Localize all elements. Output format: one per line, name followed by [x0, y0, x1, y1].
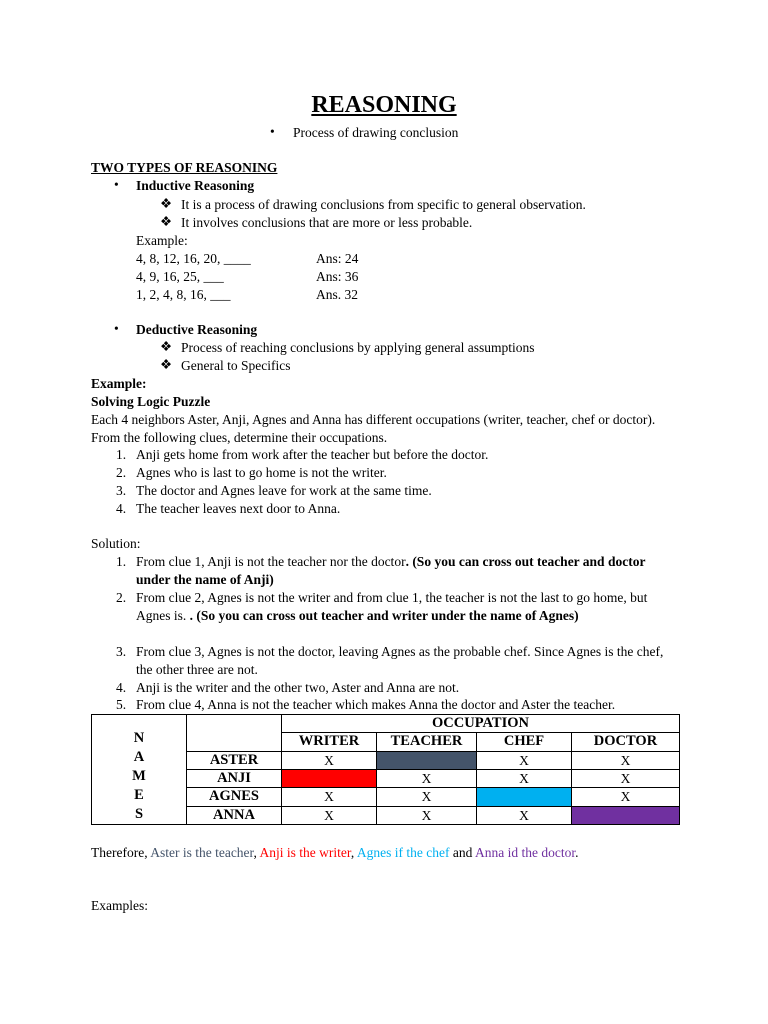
inductive-point: It involves conclusions that are more or less probable. — [181, 215, 473, 230]
table-cell-filled — [572, 806, 680, 824]
names-column-header: N A M E S — [92, 715, 187, 825]
table-cell: X — [477, 806, 572, 824]
inductive-heading: Inductive Reasoning — [136, 178, 255, 193]
table-cell: X — [572, 769, 680, 787]
list-number: 3. — [116, 644, 127, 659]
row-name: ANNA — [187, 806, 282, 824]
solution-item: From clue 4, Anna is not the teacher which makes Anna the doctor and Aster the teacher. — [136, 697, 616, 712]
column-header: TEACHER — [377, 733, 477, 751]
occupation-header: OCCUPATION — [282, 715, 680, 733]
column-header: CHEF — [477, 733, 572, 751]
table-cell: X — [477, 751, 572, 769]
table-cell: X — [572, 751, 680, 769]
row-name: ASTER — [187, 751, 282, 769]
examples-label: Examples: — [91, 898, 148, 913]
diamond-bullet-icon: ❖ — [160, 214, 173, 229]
list-number: 4. — [116, 501, 127, 516]
table-cell: X — [377, 769, 477, 787]
bullet-icon: • — [270, 124, 275, 139]
intro-bullet-text: Process of drawing conclusion — [293, 125, 459, 140]
solution-item: From clue 2, Agnes is not the writer and from clue 1, the teacher is not the last to go home, but Agnes is. . (So you can cross out teacher and writer under the name of Agnes) — [136, 590, 648, 623]
deductive-point: General to Specifics — [181, 358, 291, 373]
table-cell: X — [282, 751, 377, 769]
table-cell: X — [282, 788, 377, 806]
conclusion-anna: Anna id the doctor — [474, 845, 576, 860]
table-corner-cell — [187, 715, 282, 752]
example-sequence: 4, 8, 12, 16, 20, ____ — [136, 251, 251, 266]
column-header: WRITER — [282, 733, 377, 751]
row-name: ANJI — [187, 769, 282, 787]
solution-item: From clue 1, Anji is not the teacher nor the doctor. (So you can cross out teacher and doctor under the name of Anji) — [136, 554, 646, 587]
puzzle-intro: Each 4 neighbors Aster, Anji, Agnes and Anna has different occupations (writer, teacher, chef or doctor). From the following clues, determine their occupations. — [91, 412, 656, 445]
example-sequence: 4, 9, 16, 25, ___ — [136, 269, 224, 284]
example-label: Example: — [136, 233, 188, 248]
puzzle-heading: Solving Logic Puzzle — [91, 394, 211, 409]
example-heading: Example: — [91, 376, 147, 391]
table-cell: X — [477, 769, 572, 787]
example-sequence: 1, 2, 4, 8, 16, ___ — [136, 287, 231, 302]
list-number: 4. — [116, 680, 127, 695]
clue-item: Agnes who is last to go home is not the writer. — [136, 465, 387, 480]
occupation-table — [91, 714, 680, 825]
diamond-bullet-icon: ❖ — [160, 196, 173, 211]
page-title: REASONING — [311, 92, 457, 118]
diamond-bullet-icon: ❖ — [160, 339, 173, 354]
list-number: 1. — [116, 447, 127, 462]
solution-label: Solution: — [91, 536, 141, 551]
table-cell: X — [572, 788, 680, 806]
clue-item: The teacher leaves next door to Anna. — [136, 501, 341, 516]
table-cell-filled — [477, 788, 572, 806]
row-name: AGNES — [187, 788, 282, 806]
solution-item: Anji is the writer and the other two, Aster and Anna are not. — [136, 680, 460, 695]
conclusion-sentence: Therefore, Aster is the teacher, Anji is the writer, Agnes if the chef and Anna id the doctor. — [91, 845, 579, 860]
bullet-icon: • — [114, 177, 119, 192]
list-number: 3. — [116, 483, 127, 498]
clue-item: The doctor and Agnes leave for work at the same time. — [136, 483, 432, 498]
list-number: 1. — [116, 554, 127, 569]
clue-item: Anji gets home from work after the teacher but before the doctor. — [136, 447, 489, 462]
conclusion-anji: Anji is the writer — [259, 845, 351, 860]
table-cell: X — [282, 806, 377, 824]
conclusion-aster: Aster is the teacher — [150, 845, 254, 860]
example-answer: Ans: 36 — [316, 269, 359, 284]
table-cell-filled — [377, 751, 477, 769]
solution-item: From clue 3, Agnes is not the doctor, leaving Agnes as the probable chef. Since Agnes is the chef, the other three are not. — [136, 644, 664, 677]
table-cell: X — [377, 806, 477, 824]
deductive-heading: Deductive Reasoning — [136, 322, 258, 337]
column-header: DOCTOR — [572, 733, 680, 751]
section-heading: TWO TYPES OF REASONING — [91, 160, 278, 175]
list-number: 5. — [116, 697, 127, 712]
list-number: 2. — [116, 590, 127, 605]
list-number: 2. — [116, 465, 127, 480]
bullet-icon: • — [114, 321, 119, 336]
inductive-point: It is a process of drawing conclusions from specific to general observation. — [181, 197, 586, 212]
conclusion-agnes: Agnes if the chef — [356, 845, 450, 860]
diamond-bullet-icon: ❖ — [160, 357, 173, 372]
table-cell: X — [377, 788, 477, 806]
example-answer: Ans: 24 — [316, 251, 359, 266]
table-cell-filled — [282, 769, 377, 787]
example-answer: Ans. 32 — [316, 287, 359, 302]
deductive-point: Process of reaching conclusions by applying general assumptions — [181, 340, 535, 355]
